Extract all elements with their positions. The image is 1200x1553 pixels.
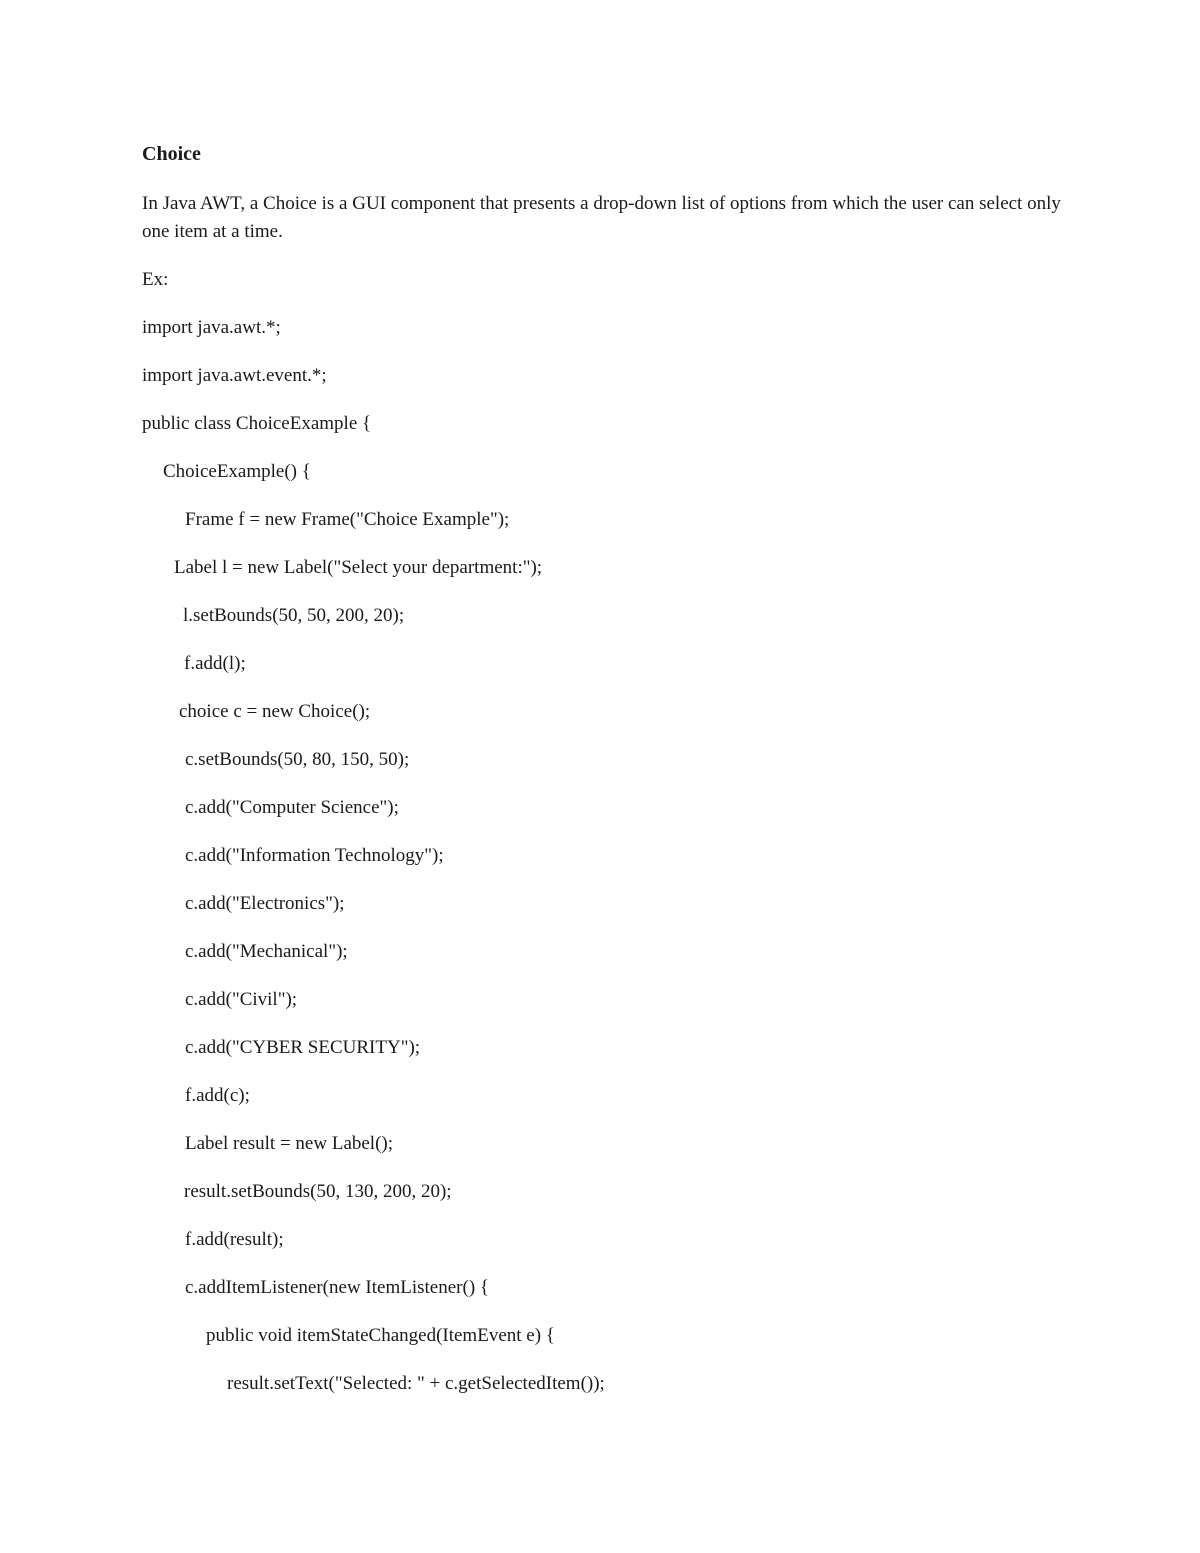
- code-line: ChoiceExample() {: [163, 461, 311, 482]
- code-line: import java.awt.*;: [142, 317, 281, 338]
- code-line: l.setBounds(50, 50, 200, 20);: [183, 605, 405, 626]
- code-line: f.add(c);: [185, 1085, 250, 1106]
- section-heading: Choice: [142, 143, 201, 165]
- code-line: Frame f = new Frame("Choice Example");: [185, 509, 510, 530]
- code-line: result.setText("Selected: " + c.getSelectedItem());: [227, 1373, 605, 1394]
- code-line: c.add("CYBER SECURITY");: [185, 1037, 421, 1058]
- code-line: Label l = new Label("Select your department:");: [174, 557, 543, 578]
- code-line: f.add(result);: [185, 1229, 284, 1250]
- code-line: Label result = new Label();: [185, 1133, 394, 1154]
- code-line: c.add("Mechanical");: [185, 941, 348, 962]
- code-line: public class ChoiceExample {: [142, 413, 372, 434]
- code-line: c.add("Civil");: [185, 989, 298, 1010]
- code-line: f.add(l);: [184, 653, 246, 674]
- intro-paragraph: In Java AWT, a Choice is a GUI component that presents a drop-down list of options from which the user can select only one item at a time.: [142, 193, 1061, 242]
- code-line: public void itemStateChanged(ItemEvent e) {: [206, 1325, 555, 1346]
- code-line: c.setBounds(50, 80, 150, 50);: [185, 749, 410, 770]
- code-line: c.add("Information Technology");: [185, 845, 444, 866]
- code-line: import java.awt.event.*;: [142, 365, 327, 386]
- code-line: c.addItemListener(new ItemListener() {: [185, 1277, 490, 1298]
- code-line: result.setBounds(50, 130, 200, 20);: [184, 1181, 452, 1202]
- code-line: c.add("Electronics");: [185, 893, 345, 914]
- example-label: Ex:: [142, 269, 169, 290]
- code-line: c.add("Computer Science");: [185, 797, 399, 818]
- code-line: choice c = new Choice();: [179, 701, 371, 722]
